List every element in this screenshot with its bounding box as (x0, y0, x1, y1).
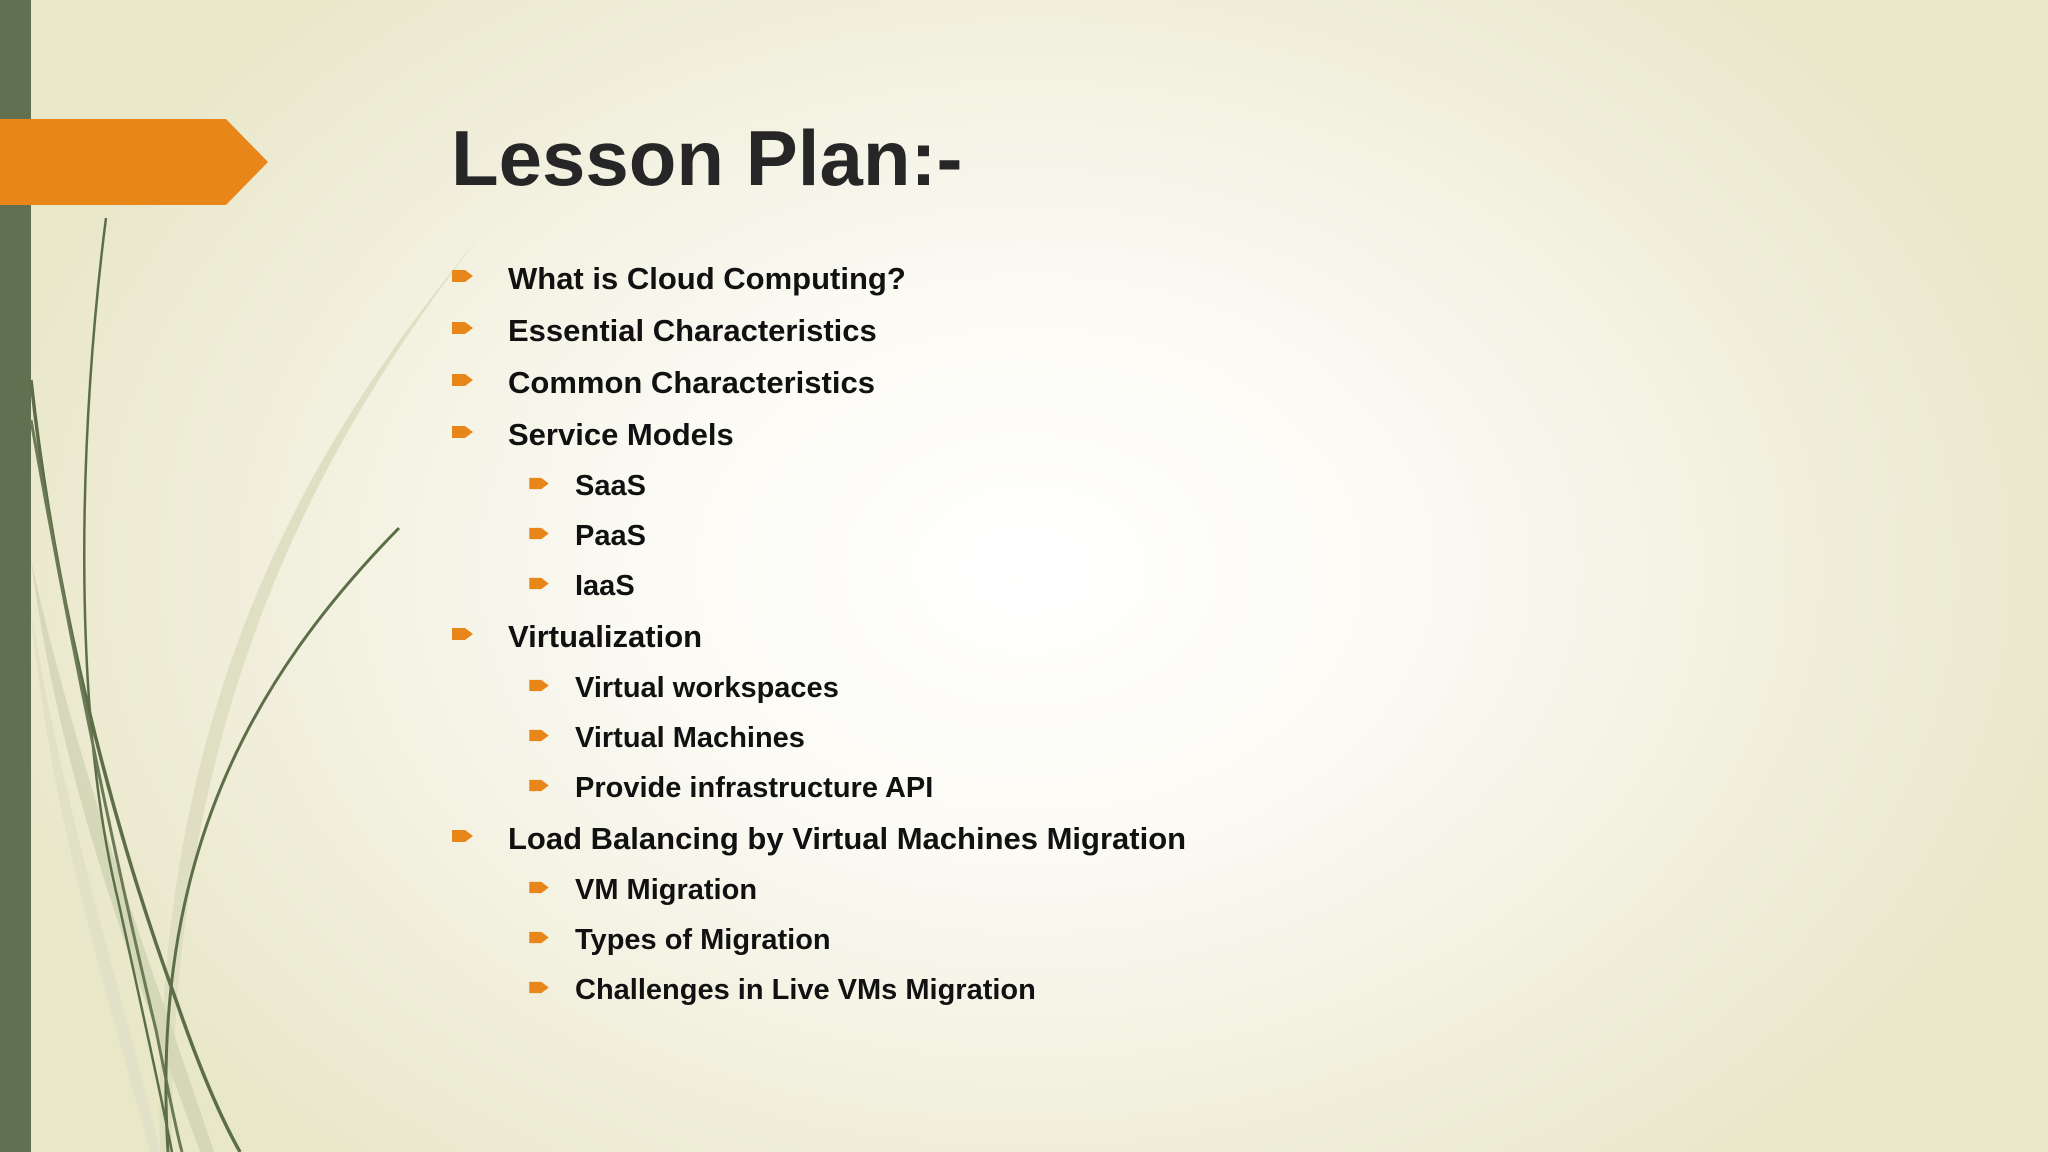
bullet-text: Service Models (508, 417, 734, 452)
arrow-bullet-icon (529, 679, 550, 692)
arrow-bullet-icon (529, 981, 550, 994)
arrow-bullet-icon (529, 577, 550, 590)
arrow-bullet-icon (529, 881, 550, 894)
bullet-text: Virtualization (508, 619, 703, 654)
arrow-bullet-icon (529, 779, 550, 792)
bullet-text: Provide infrastructure API (575, 772, 934, 804)
bullet-text: Virtual workspaces (575, 672, 839, 704)
arrow-bullet-icon (452, 269, 474, 283)
bullet-text: VM Migration (575, 874, 758, 906)
bullet-text: Types of Migration (575, 924, 831, 956)
bullet-text: Load Balancing by Virtual Machines Migration (508, 821, 1187, 856)
arrow-bullet-icon (529, 477, 550, 490)
bullet-text: PaaS (575, 520, 646, 552)
slide-title: Lesson Plan:- (451, 114, 963, 202)
arrow-bullet-icon (529, 527, 550, 540)
arrow-bullet-icon (452, 627, 474, 641)
bullet-text: IaaS (575, 570, 635, 602)
arrow-bullet-icon (529, 931, 550, 944)
title-tab-shape (0, 119, 268, 205)
bullet-text: Essential Characteristics (508, 313, 877, 348)
bullet-text: Virtual Machines (575, 722, 805, 754)
arrow-bullet-icon (529, 729, 550, 742)
bullet-text: What is Cloud Computing? (508, 261, 906, 296)
bullet-text: Challenges in Live VMs Migration (575, 974, 1036, 1006)
arrow-bullet-icon (452, 829, 474, 843)
arrow-bullet-icon (452, 321, 474, 335)
bullet-text: SaaS (575, 470, 646, 502)
bullet-text: Common Characteristics (508, 365, 875, 400)
arrow-bullet-icon (452, 373, 474, 387)
arrow-bullet-icon (452, 425, 474, 439)
